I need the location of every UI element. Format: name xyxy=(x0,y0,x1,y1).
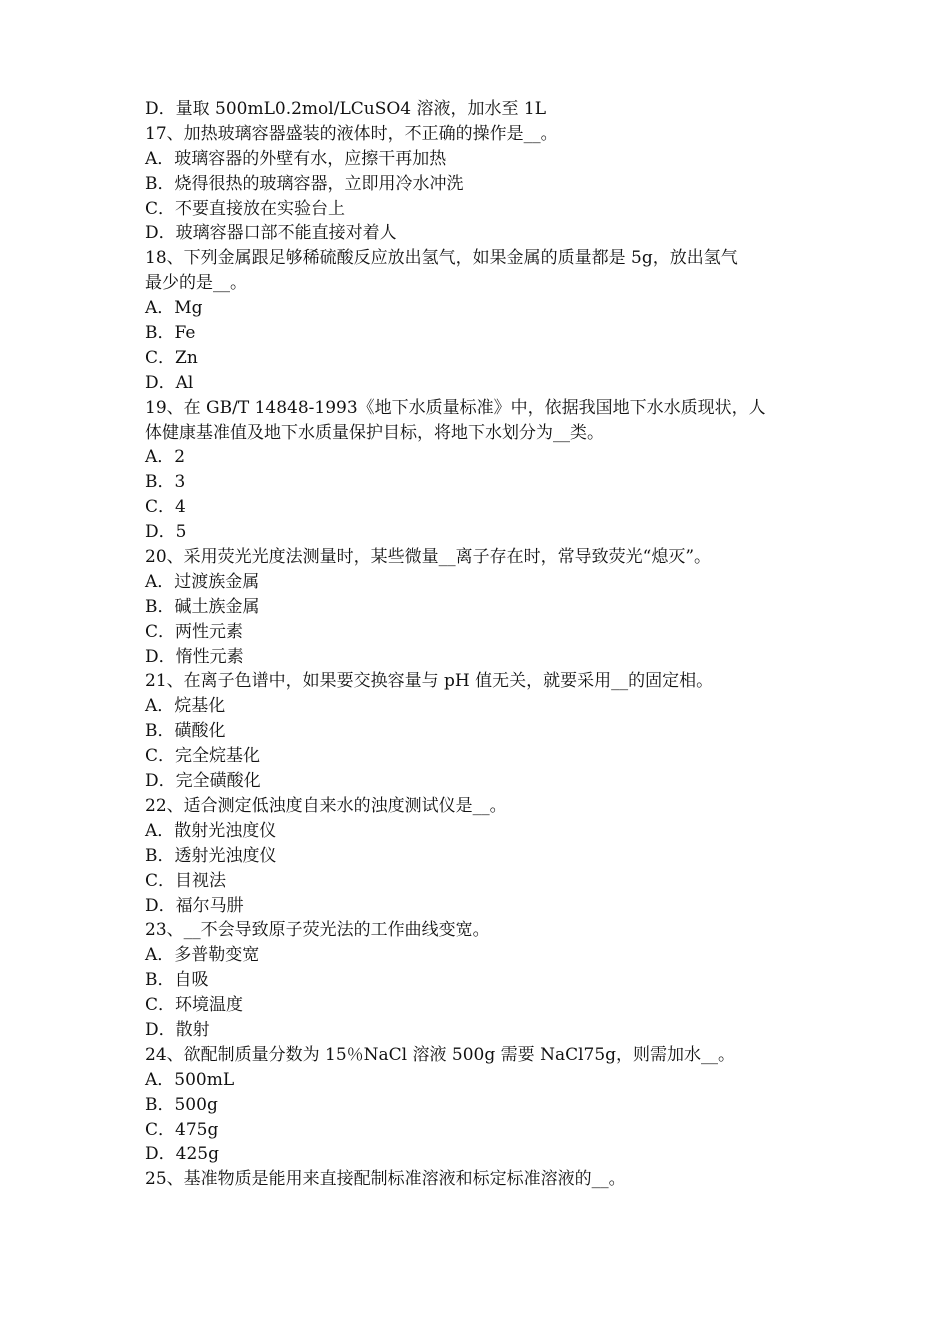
option-b: B．碱土族金属 xyxy=(145,596,260,617)
question-18-cont: 最少的是__。 xyxy=(145,273,247,294)
question-19-cont: 体健康基准值及地下水质量保护目标，将地下水划分为__类。 xyxy=(145,422,604,443)
question-17: 17、加热玻璃容器盛装的液体时，不正确的操作是__。 xyxy=(145,123,558,144)
option-a: A．过渡族金属 xyxy=(145,571,260,592)
document-body xyxy=(145,97,815,1192)
option-c: C．目视法 xyxy=(145,870,227,891)
option-c: C．完全烷基化 xyxy=(145,746,261,767)
option-d: D．5 xyxy=(145,522,187,543)
question-18: 18、下列金属跟足够稀硫酸反应放出氢气，如果金属的质量都是 5g，放出氢气 xyxy=(145,248,738,269)
text-line: D．量取 500mL0.2mol/LCuSO4 溶液，加水至 1L xyxy=(145,99,547,119)
question-22: 22、适合测定低浊度自来水的浊度测试仪是__。 xyxy=(145,795,507,816)
option-a: A．Mg xyxy=(145,298,203,319)
option-d: D．散射 xyxy=(145,1019,210,1040)
option-c: C．4 xyxy=(145,497,186,518)
option-d: D．惰性元素 xyxy=(145,646,244,667)
option-c: C．475g xyxy=(145,1119,219,1140)
option-c: C．Zn xyxy=(145,347,198,368)
question-20: 20、采用荧光光度法测量时，某些微量__离子存在时，常导致荧光“熄灭”。 xyxy=(145,547,712,568)
question-25: 25、基准物质是能用来直接配制标准溶液和标定标准溶液的__。 xyxy=(145,1169,626,1190)
option-b: B．磺酸化 xyxy=(145,721,226,742)
option-b: B．3 xyxy=(145,472,186,493)
option-a: A．多普勒变宽 xyxy=(145,945,260,966)
option-b: B．自吸 xyxy=(145,970,209,991)
option-c: C．不要直接放在实验台上 xyxy=(145,198,346,219)
option-a: A．2 xyxy=(145,447,186,468)
option-b: B．Fe xyxy=(145,323,196,344)
option-a: A．烷基化 xyxy=(145,696,226,717)
option-b: B．烧得很热的玻璃容器，立即用冷水冲洗 xyxy=(145,173,464,194)
question-21: 21、在离子色谱中，如果要交换容量与 pH 值无关，就要采用__的固定相。 xyxy=(145,671,714,692)
option-a: A．500mL xyxy=(145,1069,235,1090)
option-d: D．完全磺酸化 xyxy=(145,771,261,792)
option-d: D．玻璃容器口部不能直接对着人 xyxy=(145,223,397,244)
option-b: B．透射光浊度仪 xyxy=(145,845,277,866)
option-c: C．两性元素 xyxy=(145,621,244,642)
option-c: C．环境温度 xyxy=(145,995,244,1016)
question-19: 19、在 GB/T 14848-1993《地下水质量标准》中，依据我国地下水水质现状，人 xyxy=(145,397,766,418)
option-a: A．玻璃容器的外壁有水，应擦干再加热 xyxy=(145,148,447,169)
question-23: 23、__不会导致原子荧光法的工作曲线变宽。 xyxy=(145,920,490,941)
option-a: A．散射光浊度仪 xyxy=(145,820,277,841)
option-d: D．425g xyxy=(145,1144,219,1165)
option-d: D．福尔马肼 xyxy=(145,895,244,916)
option-d: D．Al xyxy=(145,372,194,393)
option-b: B．500g xyxy=(145,1094,218,1115)
question-24: 24、欲配制质量分数为 15％NaCl 溶液 500g 需要 NaCl75g，则需加水__。 xyxy=(145,1044,736,1065)
